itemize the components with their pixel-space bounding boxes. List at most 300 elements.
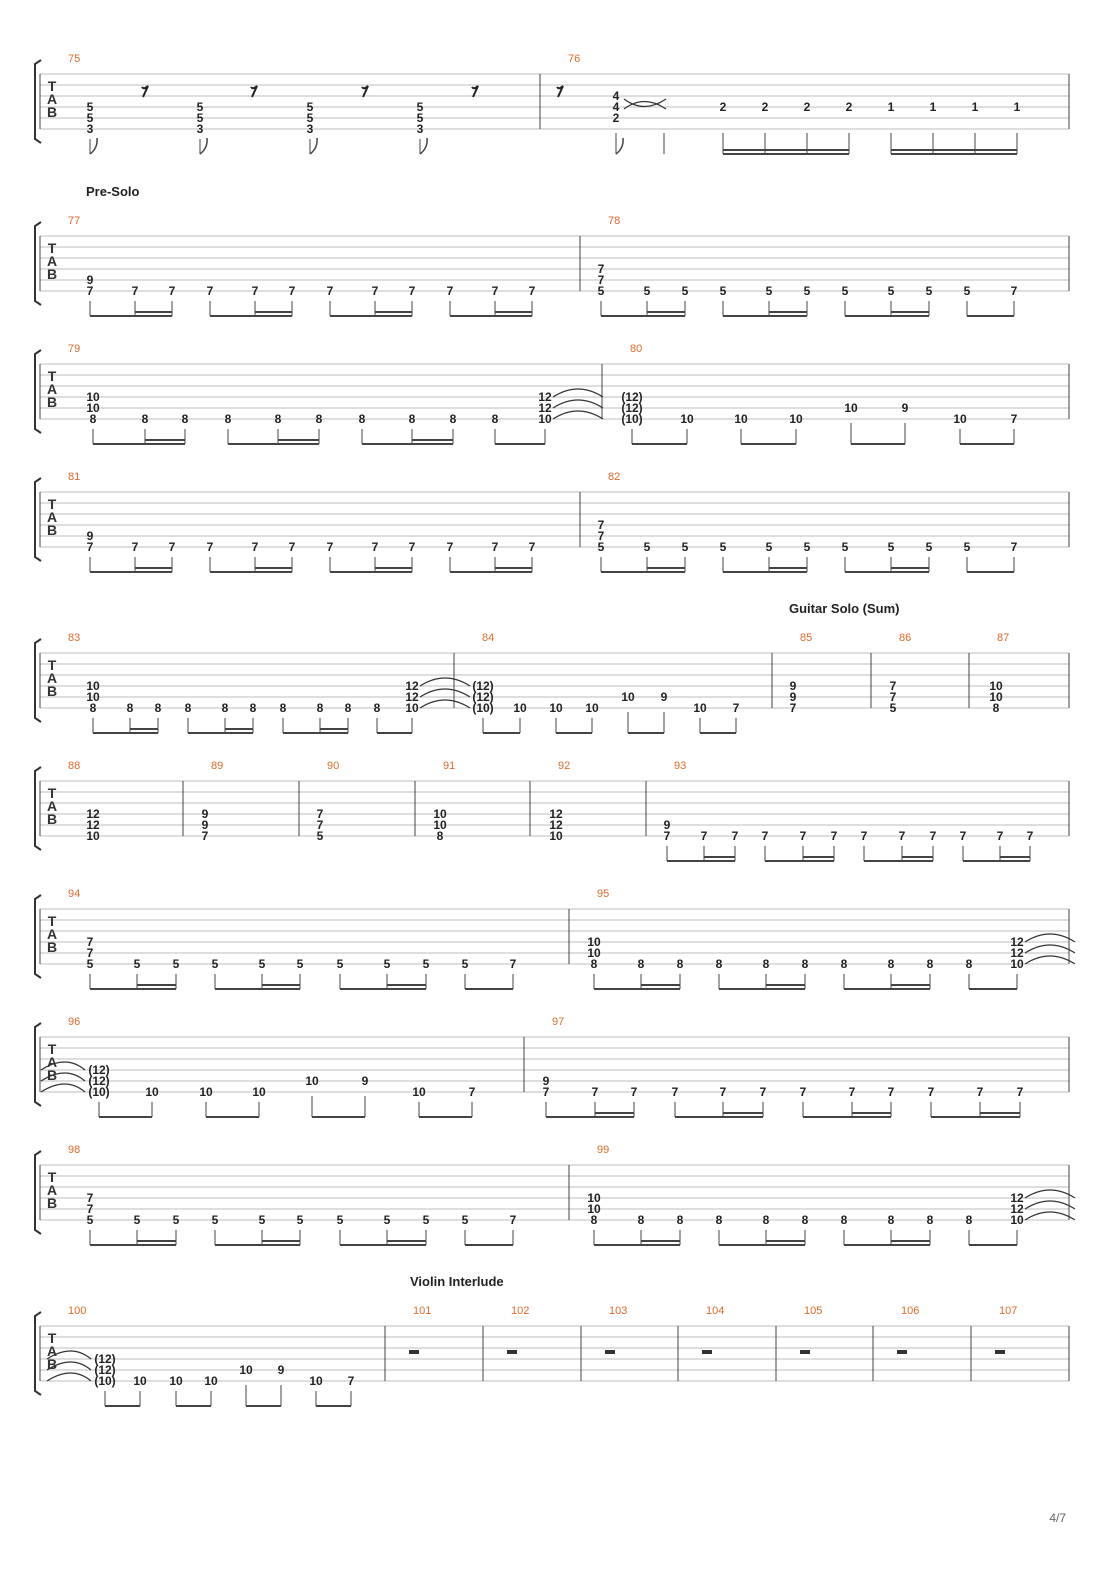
measure [68,343,603,444]
fret-number: 5 [597,540,605,554]
fret-number: 8 [590,957,598,971]
fret-number: 1 [1013,100,1021,114]
fret-number: 7 [848,1085,856,1099]
tab-clef-b: B [46,811,58,827]
fret-number: 8 [408,412,416,426]
measure [68,888,517,989]
fret-number: (12) [94,1363,116,1377]
measure-number: 104 [706,1305,725,1317]
fret-number: 5 [133,957,141,971]
tab-clef-t: T [47,240,57,256]
fret-number: 10 [305,1074,319,1088]
fret-number: 2 [803,100,811,114]
measure-number: 105 [804,1305,823,1317]
fret-number: 8 [184,701,192,715]
fret-number: 7 [131,540,139,554]
measure-number: 79 [68,343,81,355]
fret-number: 10 [789,412,803,426]
fret-number: 3 [86,122,94,136]
fret-number: 8 [637,957,645,971]
measure [702,1305,724,1354]
section-label: Violin Interlude [410,1274,504,1289]
fret-number: 10 [145,1085,159,1099]
fret-number: 8 [249,701,257,715]
section-label: Pre-Solo [86,184,140,199]
measure-number: 103 [609,1305,628,1317]
fret-number: 9 [277,1363,285,1377]
fret-number: 7 [408,540,416,554]
fret-number: 7 [491,284,499,298]
measure-number: 84 [482,632,495,644]
fret-number: 8 [887,1213,895,1227]
eighth-rest [557,86,563,97]
tab-clef-b: B [46,394,58,410]
fret-number: (12) [472,679,494,693]
tab-clef-b: B [46,104,58,120]
tab-clef-a: A [46,1343,58,1359]
fret-number: 10 [86,690,100,704]
fret-number: 8 [279,701,287,715]
fret-number: (10) [88,1085,110,1099]
fret-number: 10 [1010,957,1024,971]
measure [68,760,100,843]
fret-number: 10 [239,1363,253,1377]
fret-number: 5 [86,1213,94,1227]
fret-number: 1 [971,100,979,114]
measure-number: 85 [800,632,813,644]
fret-number: 10 [621,690,635,704]
fret-number: 7 [1010,284,1018,298]
measure [587,888,1075,989]
fret-number: 7 [446,540,454,554]
fret-number: 8 [141,412,149,426]
fret-number: 7 [509,1213,517,1227]
fret-number: 7 [597,529,605,543]
fret-number: 5 [681,540,689,554]
fret-number: 7 [1026,829,1034,843]
tie-arc [420,689,470,697]
tab-clef-a: A [46,1182,58,1198]
fret-number: 7 [326,284,334,298]
fret-number: 12 [405,690,419,704]
fret-number: 10 [86,390,100,404]
fret-number: 5 [336,957,344,971]
measure [472,632,739,733]
measure [621,343,1017,444]
fret-number: 7 [86,935,94,949]
fret-number: 5 [172,957,180,971]
fret-number: 5 [887,284,895,298]
fret-number: 8 [126,701,134,715]
tab-system [35,343,1069,444]
tie-arc [420,678,470,686]
fret-number: 7 [528,284,536,298]
fret-number: (12) [88,1063,110,1077]
measure [433,760,455,843]
eighth-flag [310,138,317,154]
tab-clef-a: A [46,381,58,397]
fret-number: 10 [549,701,563,715]
tie-arc [553,400,603,408]
fret-number: 5 [196,111,204,125]
fret-number: 12 [538,390,552,404]
fret-number: 5 [416,111,424,125]
fret-number: 8 [715,957,723,971]
fret-number: 7 [889,690,897,704]
fret-number: 8 [590,1213,598,1227]
fret-number: 5 [841,540,849,554]
fret-number: 8 [715,1213,723,1227]
fret-number: (12) [94,1352,116,1366]
fret-number: 7 [1010,412,1018,426]
fret-number: 5 [889,701,897,715]
tie-arc [1025,1212,1075,1220]
fret-number: 10 [433,807,447,821]
fret-number: 5 [925,284,933,298]
measure [202,760,224,843]
tab-system [35,471,1069,572]
fret-number: 2 [719,100,727,114]
measure-number: 102 [511,1305,530,1317]
tab-clef-t: T [47,78,57,94]
fret-number: 9 [901,401,909,415]
fret-number: 7 [251,540,259,554]
tab-clef-b: B [46,683,58,699]
eighth-rest [472,86,478,97]
fret-number: 8 [89,701,97,715]
measure-number: 93 [674,760,687,772]
fret-number: 10 [585,701,599,715]
fret-number: 10 [133,1374,147,1388]
fret-number: 7 [789,701,797,715]
measure-number: 99 [597,1144,610,1156]
measure-number: 96 [68,1016,81,1028]
fret-number: 7 [929,829,937,843]
tab-clef-b: B [46,939,58,955]
measure-number: 90 [327,760,340,772]
measure-number: 95 [597,888,610,900]
tab-system [35,601,1069,733]
measure [68,471,536,572]
fret-number: 5 [422,957,430,971]
fret-number: 7 [201,829,209,843]
fret-number: 8 [801,957,809,971]
fret-number: 7 [719,1085,727,1099]
fret-number: 5 [86,957,94,971]
tab-systems [35,53,1075,1406]
fret-number: 10 [844,401,858,415]
fret-number: 7 [168,540,176,554]
fret-number: 7 [251,284,259,298]
fret-number: 5 [306,111,314,125]
fret-number: 7 [887,1085,895,1099]
whole-rest [409,1350,419,1354]
measure [598,215,1018,316]
whole-rest [605,1350,615,1354]
fret-number: 8 [926,957,934,971]
fret-number: 1 [887,100,895,114]
tab-clef-a: A [46,253,58,269]
fret-number: 5 [316,829,324,843]
fret-number: 7 [1016,1085,1024,1099]
whole-rest [897,1350,907,1354]
fret-number: (12) [621,401,643,415]
fret-number: 5 [133,1213,141,1227]
fret-number: 10 [587,1202,601,1216]
fret-number: 5 [765,540,773,554]
fret-number: 7 [898,829,906,843]
fret-number: (10) [621,412,643,426]
measure [790,632,813,715]
whole-rest [995,1350,1005,1354]
fret-number: 8 [224,412,232,426]
fret-number: 7 [86,1202,94,1216]
fret-number: 9 [789,679,797,693]
fret-number: 8 [436,829,444,843]
fret-number: 7 [889,679,897,693]
measure [995,1305,1017,1354]
fret-number: 7 [371,284,379,298]
fret-number: 8 [221,701,229,715]
fret-number: 7 [316,807,324,821]
fret-number: 12 [86,818,100,832]
fret-number: 8 [89,412,97,426]
tie-arc [47,1373,91,1381]
tab-clef-a: A [46,798,58,814]
fret-number: 10 [405,701,419,715]
measure-number: 106 [901,1305,920,1317]
fret-number: 8 [840,1213,848,1227]
fret-number: 8 [801,1213,809,1227]
measure-number: 89 [211,760,224,772]
tie-arc [553,411,603,419]
fret-number: 8 [315,412,323,426]
eighth-rest [251,86,257,97]
fret-number: 10 [513,701,527,715]
tab-clef-t: T [47,657,57,673]
fret-number: 7 [371,540,379,554]
measure [605,1305,627,1354]
fret-number: 2 [761,100,769,114]
fret-number: 9 [542,1074,550,1088]
measure [41,1016,476,1117]
fret-number: 7 [1010,540,1018,554]
fret-number: (12) [88,1074,110,1088]
fret-number: 7 [597,518,605,532]
fret-number: 10 [204,1374,218,1388]
tab-system [35,1016,1069,1117]
fret-number: 10 [693,701,707,715]
fret-number: 7 [288,540,296,554]
fret-number: 5 [963,540,971,554]
measure [800,1305,822,1354]
fret-number: 12 [1010,946,1024,960]
fret-number: 7 [86,1191,94,1205]
fret-number: 7 [408,284,416,298]
tab-clef-b: B [46,1356,58,1372]
measure-number: 75 [68,53,81,65]
tie-arc [553,389,603,397]
fret-number: 5 [719,284,727,298]
fret-number: 12 [1010,1191,1024,1205]
measure [890,632,912,715]
fret-number: 12 [549,818,563,832]
measure-number: 107 [999,1305,1018,1317]
tab-clef-b: B [46,522,58,538]
measure [409,1305,431,1354]
measure-number: 83 [68,632,81,644]
fret-number: 8 [637,1213,645,1227]
fret-number: 5 [803,540,811,554]
fret-number: 10 [989,679,1003,693]
tab-system [35,888,1075,989]
fret-number: (12) [472,690,494,704]
fret-number: 12 [405,679,419,693]
fret-number: 5 [963,284,971,298]
measure [68,632,470,733]
tab-clef-t: T [47,913,57,929]
fret-number: 10 [309,1374,323,1388]
fret-number: 5 [306,100,314,114]
measure [507,1305,529,1354]
eighth-rest [362,86,368,97]
fret-number: 2 [612,111,620,125]
fret-number: 5 [258,1213,266,1227]
tie-arc [420,700,470,708]
fret-number: 7 [976,1085,984,1099]
fret-number: 5 [172,1213,180,1227]
tie-arc [1025,934,1075,942]
fret-number: 8 [274,412,282,426]
fret-number: 5 [597,284,605,298]
measure-number: 81 [68,471,81,483]
fret-number: 10 [989,690,1003,704]
fret-number: 7 [591,1085,599,1099]
fret-number: 8 [676,957,684,971]
fret-number: 7 [206,540,214,554]
fret-number: 10 [587,1191,601,1205]
fret-number: 7 [86,946,94,960]
tie-arc [1025,945,1075,953]
fret-number: 5 [196,100,204,114]
measure [598,471,1018,572]
fret-number: 5 [925,540,933,554]
measure [68,215,536,316]
fret-number: 10 [86,679,100,693]
fret-number: 10 [587,946,601,960]
fret-number: 2 [845,100,853,114]
fret-number: 5 [211,1213,219,1227]
fret-number: 7 [927,1085,935,1099]
fret-number: 10 [412,1085,426,1099]
measure [317,760,340,843]
fret-number: 12 [1010,935,1024,949]
fret-number: 8 [154,701,162,715]
fret-number: 10 [953,412,967,426]
fret-number: 8 [965,957,973,971]
fret-number: 10 [538,412,552,426]
tie-arc [1025,956,1075,964]
fret-number: 10 [86,829,100,843]
fret-number: 5 [461,957,469,971]
fret-number: 7 [86,284,94,298]
fret-number: 8 [358,412,366,426]
tab-clef-a: A [46,509,58,525]
measure [543,1016,1024,1117]
fret-number: 9 [361,1074,369,1088]
measure [47,1305,355,1406]
tab-clef-t: T [47,368,57,384]
tie-arc [1025,1201,1075,1209]
whole-rest [507,1350,517,1354]
fret-number: 5 [296,957,304,971]
eighth-flag [420,138,427,154]
fret-number: 12 [86,807,100,821]
fret-number: 10 [199,1085,213,1099]
measure [664,760,1034,861]
tab-system [35,760,1069,861]
fret-number: 7 [528,540,536,554]
tab-clef-b: B [46,1195,58,1211]
measure-number: 80 [630,343,643,355]
tab-system [35,1144,1075,1245]
page-number: 4/7 [1049,1511,1066,1525]
fret-number: 7 [326,540,334,554]
eighth-rest [142,86,148,97]
fret-number: 5 [765,284,773,298]
fret-number: 9 [201,807,209,821]
fret-number: 8 [887,957,895,971]
fret-number: 8 [965,1213,973,1227]
tie-arc [1025,1190,1075,1198]
tab-clef-t: T [47,1169,57,1185]
measure [989,632,1009,715]
fret-number: 3 [196,122,204,136]
fret-number: 7 [468,1085,476,1099]
fret-number: 7 [732,701,740,715]
fret-number: 7 [316,818,324,832]
tab-system [35,1274,1069,1406]
fret-number: 12 [1010,1202,1024,1216]
fret-number: 7 [799,829,807,843]
fret-number: 10 [549,829,563,843]
fret-number: 5 [336,1213,344,1227]
fret-number: (12) [621,390,643,404]
fret-number: 8 [449,412,457,426]
fret-number: 10 [734,412,748,426]
fret-number: 7 [996,829,1004,843]
fret-number: 9 [789,690,797,704]
tab-clef-t: T [47,1330,57,1346]
fret-number: 5 [416,100,424,114]
fret-number: 1 [929,100,937,114]
fret-number: 5 [296,1213,304,1227]
fret-number: 5 [461,1213,469,1227]
measure-number: 76 [568,53,581,65]
fret-number: 7 [491,540,499,554]
fret-number: 8 [840,957,848,971]
fret-number: 7 [542,1085,550,1099]
fret-number: 5 [86,111,94,125]
tab-system [35,53,1069,154]
tab-clef-t: T [47,785,57,801]
fret-number: 7 [597,262,605,276]
fret-number: 5 [887,540,895,554]
tie-arc [41,1084,85,1092]
measure-number: 88 [68,760,81,772]
eighth-flag [200,138,207,154]
fret-number: 8 [373,701,381,715]
